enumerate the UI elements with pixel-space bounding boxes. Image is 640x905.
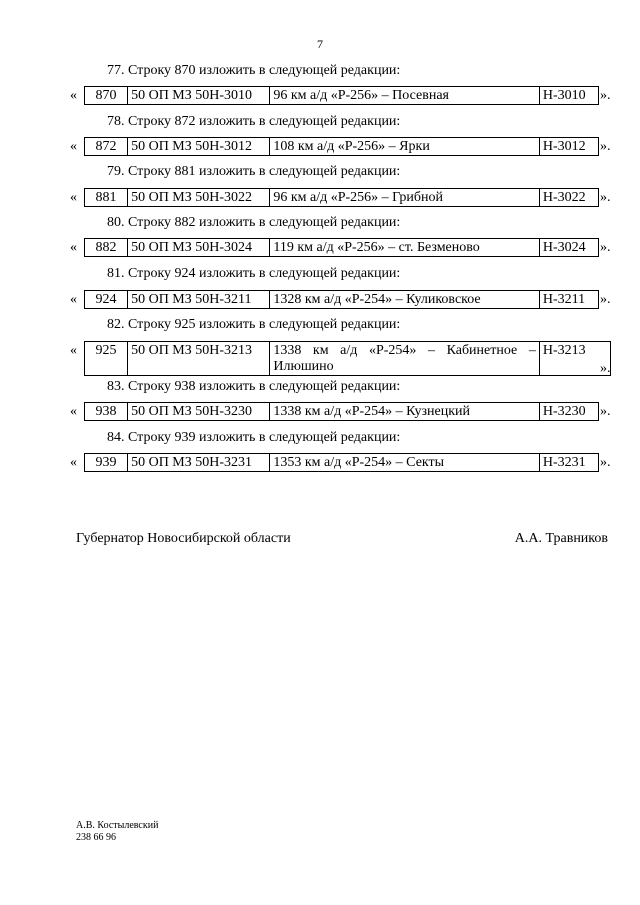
signature-title: Губернатор Новосибирской области	[76, 531, 291, 546]
quote-open: «	[70, 455, 77, 470]
quote-close: ».	[600, 240, 611, 255]
cell-row-number: 881	[85, 189, 128, 207]
table-row	[85, 291, 599, 309]
cell-road-name: 1328 км а/д «Р-254» – Куликовское	[270, 291, 540, 309]
quote-close: ».	[600, 88, 611, 103]
instruction-80: 80. Строку 882 изложить в следующей редакции:	[107, 215, 401, 230]
cell-row-number: 938	[85, 403, 128, 421]
row-table-881	[84, 188, 599, 207]
instruction-84: 84. Строку 939 изложить в следующей редакции:	[107, 430, 401, 445]
table-row	[85, 189, 599, 207]
quote-close: ».	[600, 361, 611, 376]
quote-close: ».	[600, 139, 611, 154]
table-row	[85, 403, 599, 421]
cell-row-number: 924	[85, 291, 128, 309]
cell-road-code: Н-3012	[539, 138, 598, 156]
quote-close: ».	[600, 455, 611, 470]
cell-road-code: Н-3231	[539, 454, 598, 472]
cell-row-number: 870	[85, 87, 128, 105]
cell-road-id: 50 ОП МЗ 50Н-3231	[128, 454, 270, 472]
table-row	[85, 454, 599, 472]
road-name-line-2: Илюшино	[273, 359, 334, 374]
quote-close: ».	[600, 404, 611, 419]
quote-close: ».	[600, 190, 611, 205]
instruction-77: 77. Строку 870 изложить в следующей редакции:	[107, 63, 401, 78]
cell-road-id: 50 ОП МЗ 50Н-3211	[128, 291, 270, 309]
instruction-81: 81. Строку 924 изложить в следующей редакции:	[107, 266, 401, 281]
cell-road-name: 1353 км а/д «Р-254» – Секты	[270, 454, 540, 472]
row-table-882	[84, 238, 599, 257]
instruction-78: 78. Строку 872 изложить в следующей редакции:	[107, 114, 401, 129]
row-table-925	[84, 341, 611, 376]
cell-road-id: 50 ОП МЗ 50Н-3230	[128, 403, 270, 421]
quote-open: «	[70, 190, 77, 205]
table-row	[85, 342, 611, 376]
cell-row-number: 872	[85, 138, 128, 156]
road-name-line-1: 1338 км а/д «Р-254» – Кабинетное –	[273, 343, 536, 358]
cell-road-name: 1338 км а/д «Р-254» – Кузнецкий	[270, 403, 540, 421]
cell-road-code: Н-3024	[539, 239, 598, 257]
quote-open: «	[70, 88, 77, 103]
quote-open: «	[70, 292, 77, 307]
cell-row-number: 882	[85, 239, 128, 257]
signature-name: А.А. Травников	[514, 531, 608, 546]
quote-open: «	[70, 343, 77, 358]
instruction-79: 79. Строку 881 изложить в следующей редакции:	[107, 164, 401, 179]
contact-person: А.В. Костылевский	[76, 820, 159, 831]
table-row	[85, 138, 599, 156]
cell-road-id: 50 ОП МЗ 50Н-3012	[128, 138, 270, 156]
cell-road-code: Н-3213	[539, 342, 610, 376]
table-row	[85, 239, 599, 257]
cell-road-name: 96 км а/д «Р-256» – Посевная	[270, 87, 540, 105]
cell-row-number: 939	[85, 454, 128, 472]
cell-road-name: 119 км а/д «Р-256» – ст. Безменово	[270, 239, 540, 257]
cell-road-name: 108 км а/д «Р-256» – Ярки	[270, 138, 540, 156]
row-table-872	[84, 137, 599, 156]
cell-road-code: Н-3230	[539, 403, 598, 421]
row-table-870	[84, 86, 599, 105]
quote-open: «	[70, 139, 77, 154]
cell-road-id: 50 ОП МЗ 50Н-3213	[128, 342, 270, 376]
contact-phone: 238 66 96	[76, 832, 116, 843]
cell-road-id: 50 ОП МЗ 50Н-3024	[128, 239, 270, 257]
row-table-938	[84, 402, 599, 421]
row-table-924	[84, 290, 599, 309]
cell-road-code: Н-3010	[539, 87, 598, 105]
cell-road-code: Н-3022	[539, 189, 598, 207]
table-row	[85, 87, 599, 105]
cell-road-code: Н-3211	[539, 291, 598, 309]
instruction-83: 83. Строку 938 изложить в следующей редакции:	[107, 379, 401, 394]
cell-road-id: 50 ОП МЗ 50Н-3022	[128, 189, 270, 207]
page-number: 7	[317, 37, 323, 51]
cell-row-number: 925	[85, 342, 128, 376]
quote-close: ».	[600, 292, 611, 307]
quote-open: «	[70, 404, 77, 419]
row-table-939	[84, 453, 599, 472]
instruction-82: 82. Строку 925 изложить в следующей редакции:	[107, 317, 401, 332]
cell-road-name	[270, 342, 540, 376]
cell-road-id: 50 ОП МЗ 50Н-3010	[128, 87, 270, 105]
quote-open: «	[70, 240, 77, 255]
cell-road-name: 96 км а/д «Р-256» – Грибной	[270, 189, 540, 207]
